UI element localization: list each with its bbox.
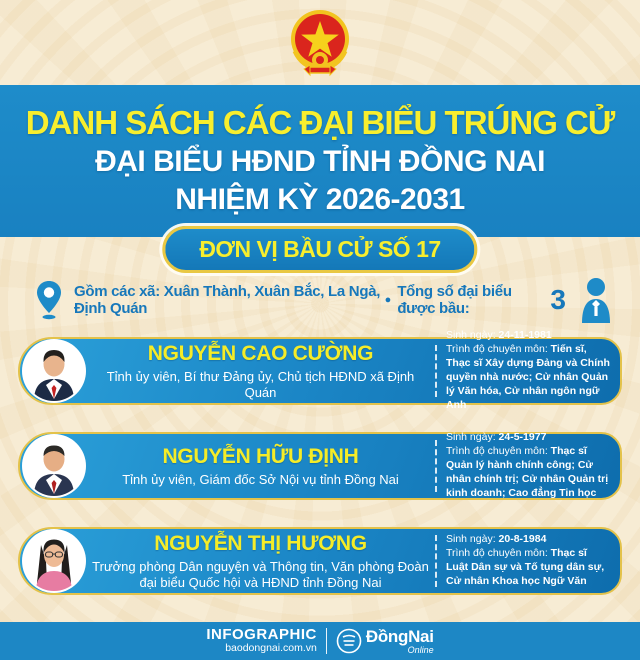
male-portrait-icon bbox=[24, 341, 84, 401]
header-band bbox=[0, 85, 640, 237]
delegate-card bbox=[18, 329, 622, 411]
info-row bbox=[0, 274, 640, 326]
delegate-name: NGUYỄN THỊ HƯƠNG bbox=[154, 531, 367, 555]
education-value: Thạc sĩ Quản lý hành chính công; Cử nhân chính trị; Cử nhân Quản trị kinh doanh; Cao đẳng Tin học bbox=[446, 445, 609, 499]
page-title-line3: NHIỆM KỲ 2026-2031 bbox=[175, 183, 465, 216]
map-pin-icon bbox=[36, 280, 62, 320]
election-unit-banner bbox=[162, 226, 477, 273]
total-delegates bbox=[385, 283, 566, 317]
education-value: Tiến sĩ, Thạc sĩ Xây dựng Đảng và Chính quyền nhà nước; Cử nhân Quản lý Văn hóa, Cử nhân ngôn ngữ Anh bbox=[446, 343, 610, 411]
page-title-line1: DANH SÁCH CÁC ĐẠI BIỂU TRÚNG CỬ bbox=[25, 104, 615, 141]
total-delegates-value: 3 bbox=[550, 284, 566, 315]
delegate-details bbox=[437, 329, 620, 412]
dob-label: Sinh ngày: bbox=[446, 533, 496, 546]
national-emblem-icon bbox=[282, 5, 358, 81]
footer-divider bbox=[326, 628, 327, 654]
infographic-label: INFOGRAPHIC bbox=[206, 625, 317, 643]
dob-value: 24-5-1977 bbox=[498, 431, 547, 444]
logo-subtext: Online bbox=[407, 644, 434, 655]
delegate-details bbox=[437, 431, 620, 500]
dob-label: Sinh ngày: bbox=[446, 329, 496, 342]
total-delegates-label: Tổng số đại biểu được bầu: bbox=[397, 283, 512, 317]
delegate-position: Tỉnh ủy viên, Bí thư Đảng ủy, Chủ tịch HĐND xã Định Quán bbox=[106, 368, 415, 400]
election-unit-label: ĐƠN VỊ BẦU CỬ SỐ 17 bbox=[199, 236, 441, 262]
dob-label: Sinh ngày: bbox=[446, 431, 496, 444]
delegate-photo bbox=[22, 529, 86, 593]
education-label: Trình độ chuyên môn: bbox=[446, 547, 548, 560]
delegate-name: NGUYỄN CAO CƯỜNG bbox=[147, 341, 374, 365]
delegate-card bbox=[18, 527, 622, 595]
education-value: Thạc sĩ Luật Dân sự và Tố tụng dân sự, Cử nhân Khoa học Ngữ Văn bbox=[446, 547, 605, 587]
logo-text: ĐồngNai bbox=[365, 626, 434, 646]
vietnam-national-emblem bbox=[0, 5, 640, 81]
dob-value: 24-11-1981 bbox=[498, 329, 552, 342]
male-portrait-icon bbox=[24, 436, 84, 496]
delegate-photo bbox=[22, 339, 86, 403]
delegate-name: NGUYỄN HỮU ĐỊNH bbox=[162, 444, 359, 468]
delegate-card bbox=[18, 432, 622, 500]
communes-label: Gồm các xã: Xuân Thành, Xuân Bắc, La Ngà, Định Quán bbox=[74, 283, 381, 317]
delegate-main-info bbox=[86, 532, 435, 591]
bullet-icon: ● bbox=[384, 294, 392, 306]
footer-brand bbox=[206, 627, 317, 655]
dongnai-online-logo-icon bbox=[336, 628, 362, 654]
female-portrait-icon bbox=[24, 531, 84, 591]
dongnai-online-logo bbox=[336, 628, 434, 655]
dob-value: 20-8-1984 bbox=[498, 533, 547, 546]
education-label: Trình độ chuyên môn: bbox=[446, 343, 548, 356]
delegate-position: Tỉnh ủy viên, Giám đốc Sở Nội vụ tỉnh Đồng Nai bbox=[122, 471, 399, 487]
delegate-person-icon bbox=[578, 277, 614, 323]
page-title-line2: ĐẠI BIỂU HĐND TỈNH ĐỒNG NAI bbox=[95, 145, 545, 178]
education-label: Trình độ chuyên môn: bbox=[446, 445, 548, 458]
footer-website: baodongnai.com.vn bbox=[225, 642, 317, 655]
delegate-main-info bbox=[86, 445, 435, 488]
footer-bar bbox=[0, 622, 640, 660]
delegate-photo bbox=[22, 434, 86, 498]
delegate-position: Trưởng phòng Dân nguyện và Thông tin, Văn phòng Đoàn đại biểu Quốc hội và HĐND tỉnh Đồng Nai bbox=[92, 558, 429, 590]
delegate-main-info bbox=[86, 342, 435, 401]
delegate-details bbox=[437, 533, 620, 588]
